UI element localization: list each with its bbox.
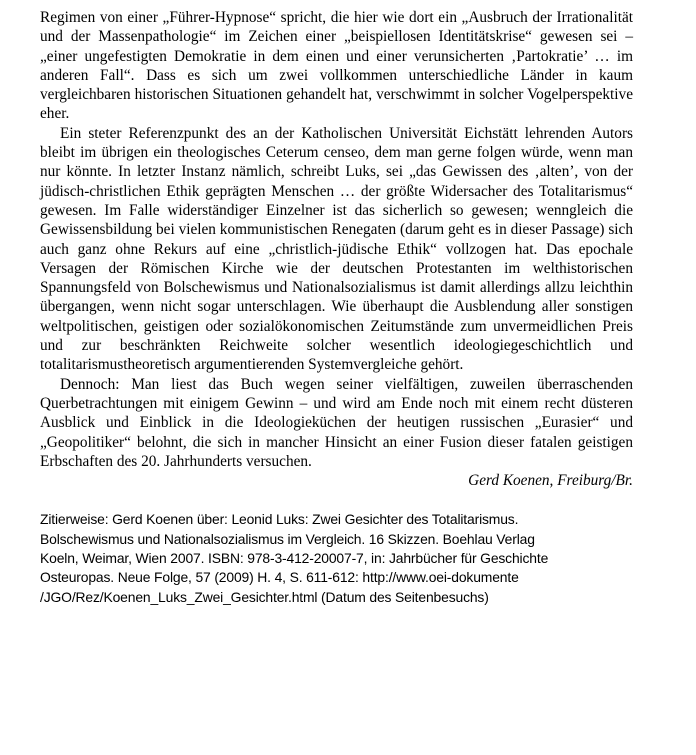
document-page (40, 8, 633, 607)
citation-block (40, 510, 633, 606)
citation-line: Zitierweise: Gerd Koenen über: Leonid Luks: Zwei Gesichter des Totalitarismus. (40, 511, 519, 528)
paragraph-3: Dennoch: Man liest das Buch wegen seiner vielfältigen, zuweilen überraschenden Querbetrachtungen mit einigem Gewinn – und wird am Ende noch mit einem recht düsteren Ausblick und Einblick in die Ideologieküchen der heutigen russischen „Eurasier“ und „Geopolitiker“ belohnt, die sich in mancher Hinsicht an einer Fusion dieser fatalen geistigen Erbschaften des 20. Jahrhunderts versuchen. (40, 375, 633, 470)
author-signature: Gerd Koenen, Freiburg/Br. (468, 472, 633, 490)
paragraph-2: Ein steter Referenzpunkt des an der Katholischen Universität Eichstätt lehrenden Autors bleibt im übrigen ein theologisches Ceterum censeo, dem man gerne folgen würde, wenn man nur könnte. In letzter Instanz nämlich, schreibt Luks, sei „das Gewissen des ‚alten’, von der jüdisch-christlichen Ethik geprägten Menschen … der größte Widersacher des Totalitarismus“ gewesen. Im Falle widerständiger Einzelner ist das sicherlich so gewesen; wenngleich die Gewissensbildung bei vielen kommunistischen Renegaten (darum geht es in dieser Passage) sich auch ganz ohne Rekurs auf eine „christlich-jüdische Ethik“ vollzogen hat. Das epochale Versagen der Römischen Kirche wie der deutschen Protestanten im welthistorischen Spannungsfeld von Bolschewismus und Nationalsozialismus ist damit allerdings allzu leichthin übergangen, wenn nicht sogar unterschlagen. Wie überhaupt die Ausblendung aller sonstigen weltpolitischen, geistigen oder sozialökonomischen Zeitumstände zum unvermeidlichen Preis und zur beschränkten Reichweite solcher wesentlich ideologiegeschichtlich und totalitarismustheoretisch argumentierenden Systemvergleiche gehört. (40, 124, 633, 374)
citation-line: Koeln, Weimar, Wien 2007. ISBN: 978-3-412-20007-7, in: Jahrbücher für Geschichte (40, 550, 549, 567)
citation-line: /JGO/Rez/Koenen_Luks_Zwei_Gesichter.html (Datum des Seitenbesuchs) (40, 588, 489, 605)
paragraph-1: Regimen von einer „Führer-Hypnose“ spricht, die hier wie dort ein „Ausbruch der Irrationalität und der Massenpathologie“ im Zeichen einer „beispiellosen Identitätskrise“ gewesen sei – „einer ungefestigten Demokratie in dem einen und einer verunsicherten ‚Partokratie’ … im anderen Fall“. Dass es sich um zwei vollkommen unterschiedliche Länder in kaum vergleichbaren historischen Situationen gehandelt hat, verschwimmt in solcher Vogelperspektive eher. (40, 9, 633, 123)
citation-line: Osteuropas. Neue Folge, 57 (2009) H. 4, S. 611-612: http://www.oei-dokumente (40, 569, 519, 586)
citation-line: Bolschewismus und Nationalsozialismus im Vergleich. 16 Skizzen. Boehlau Verlag (40, 530, 535, 547)
